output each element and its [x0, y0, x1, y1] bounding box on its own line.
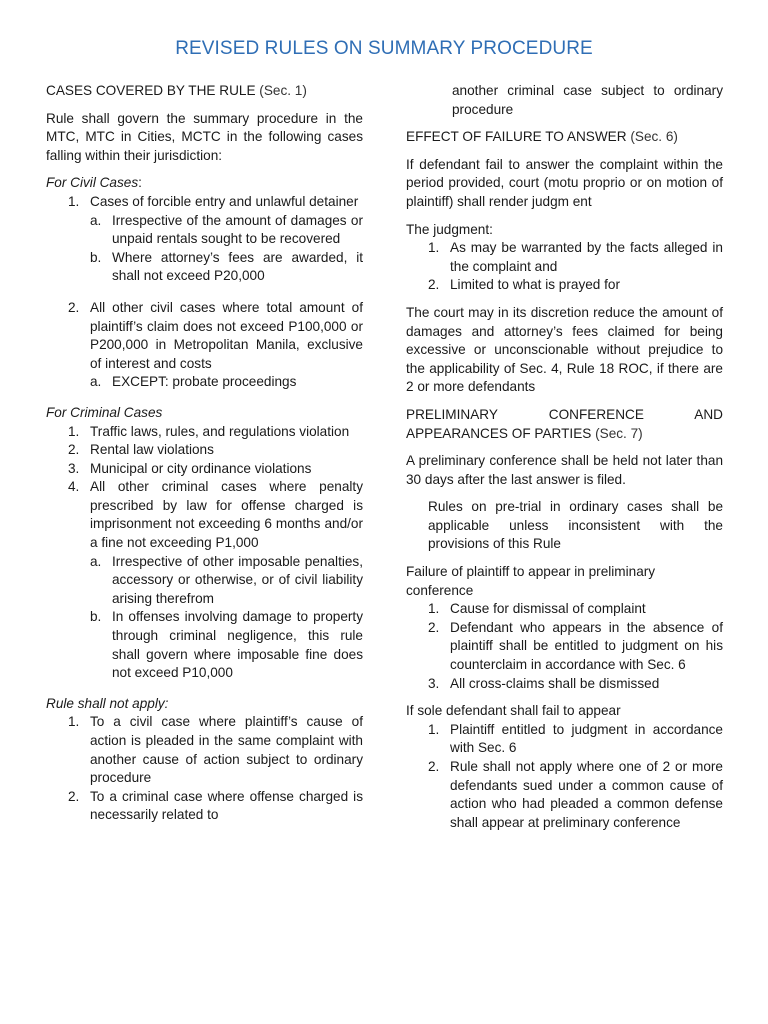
criminal-cases-heading: For Criminal Cases	[46, 404, 163, 420]
list-number: 3.	[68, 460, 80, 476]
list-number: 4.	[68, 479, 80, 495]
heading-label: CASES COVERED BY THE RULE	[46, 83, 256, 98]
list-item-text: Traffic laws, rules, and regulations violation	[90, 423, 350, 439]
sub-list-letter: a.	[90, 212, 102, 228]
sub-list-item	[90, 608, 363, 682]
list-item	[46, 478, 363, 683]
list-number: 2.	[68, 442, 80, 458]
page-title: REVISED RULES ON SUMMARY PROCEDURE	[175, 38, 593, 59]
list-item	[46, 788, 363, 825]
list-item-text: All other criminal cases where penalty prescribed by law for offense charged is imprisonment not exceeding 6 months and/or a fine not exceeding P1,000	[90, 479, 363, 551]
preliminary-conference-paragraph: A preliminary conference shall be held not later than 30 days after the last answer is filed.	[406, 453, 723, 487]
list-item-text: Cases of forcible entry and unlawful detainer	[90, 193, 359, 209]
reduce-damages-paragraph: The court may in its discretion reduce the amount of damages and attorney’s fees claimed for being excessive or unconscionable without prejudice to the applicability of Sec. 4, Rule 18 ROC, if there are 2 or more defendants	[406, 304, 723, 395]
sub-list	[90, 212, 363, 286]
list-item	[46, 460, 363, 479]
civil-cases-list	[46, 193, 363, 392]
section-heading-preliminary-conference: PRELIMINARY CONFERENCE AND APPEARANCES OF PARTIES (Sec. 7)	[406, 406, 723, 441]
sub-list	[90, 373, 363, 392]
failure-to-answer-paragraph: If defendant fail to answer the complaint within the period provided, court (motu proprio or on motion of plaintiff) shall render judgm ent	[406, 156, 723, 209]
failure-defendant-list	[406, 721, 723, 833]
list-item	[406, 675, 723, 694]
sub-list-letter: b.	[90, 609, 102, 625]
list-item-text: Defendant who appears in the absence of plaintiff shall be entitled to judgment on his counterclaim in accordance with Sec. 6	[450, 619, 723, 673]
list-item	[46, 299, 363, 392]
sub-list-item-text: Irrespective of the amount of damages or unpaid rentals sought to be recovered	[112, 212, 363, 247]
section-ref: (Sec. 1)	[259, 83, 307, 98]
judgment-list	[406, 239, 723, 295]
sub-list-item-text: EXCEPT: probate proceedings	[112, 374, 297, 390]
list-number: 2.	[428, 619, 440, 635]
list-item-text: Cause for dismissal of complaint	[450, 601, 646, 617]
list-number: 1.	[68, 423, 80, 439]
list-item	[46, 713, 363, 787]
list-item-text: To a criminal case where offense charged is necessarily related to	[90, 788, 363, 823]
pretrial-rules-paragraph: Rules on pre-trial in ordinary cases shall be applicable unless inconsistent with the provisions of this Rule	[428, 499, 723, 552]
list-item	[406, 758, 723, 832]
sub-list-letter: a.	[90, 553, 102, 569]
failure-defendant-intro: If sole defendant shall fail to appear	[406, 703, 621, 719]
continued-list-text: another criminal case subject to ordinary procedure	[452, 83, 723, 117]
criminal-cases-list	[46, 423, 363, 683]
sub-list-letter: b.	[90, 249, 102, 265]
rule-not-apply-list	[46, 713, 363, 825]
right-column	[406, 82, 723, 832]
list-item-text: Plaintiff entitled to judgment in accordance with Sec. 6	[450, 721, 723, 756]
list-number: 2.	[68, 299, 80, 315]
list-item	[46, 441, 363, 460]
list-item-text: Limited to what is prayed for	[450, 277, 621, 293]
list-item	[46, 193, 363, 286]
list-item	[406, 619, 723, 675]
sub-list-letter: a.	[90, 374, 102, 390]
list-item-text: To a civil case where plaintiff’s cause of action is pleaded in the same complaint with another cause of action subject to ordinary procedure	[90, 714, 363, 786]
list-item-text: Municipal or city ordinance violations	[90, 460, 312, 476]
list-item	[406, 600, 723, 619]
section-heading-cases-covered	[46, 82, 363, 101]
list-item	[406, 721, 723, 758]
intro-paragraph: Rule shall govern the summary procedure in the MTC, MTC in Cities, MCTC in the following cases falling within their jurisdiction:	[46, 110, 363, 163]
list-item-text: All other civil cases where total amount of plaintiff’s claim does not exceed P100,000 or P200,000 in Metropolitan Manila, exclusive of interest and costs	[90, 299, 363, 371]
sub-list-item-text: In offenses involving damage to property through criminal negligence, this rule shall govern where imposable fine does not exceed P10,000	[112, 609, 363, 681]
list-item-text: Rental law violations	[90, 442, 214, 458]
list-item	[46, 423, 363, 442]
list-number: 1.	[428, 601, 440, 617]
civil-cases-heading: For Civil Cases:	[46, 175, 142, 191]
sub-list-item	[90, 373, 363, 392]
judgment-intro: The judgment:	[406, 221, 493, 237]
list-item-text: As may be warranted by the facts alleged in the complaint and	[450, 240, 723, 274]
list-item	[406, 239, 723, 276]
list-number: 3.	[428, 675, 440, 691]
list-number: 2.	[68, 788, 80, 804]
list-item-text: All cross-claims shall be dismissed	[450, 675, 660, 691]
sub-list	[90, 553, 363, 683]
sub-list-item	[90, 249, 363, 286]
list-number: 1.	[428, 240, 440, 256]
failure-plaintiff-list	[406, 600, 723, 693]
list-item-text: Rule shall not apply where one of 2 or more defendants sued under a common cause of action who had pleaded a common defense shall appear at preliminary conference	[450, 759, 723, 830]
sub-list-item-text: Irrespective of other imposable penalties, accessory or otherwise, or of civil liability arising therefrom	[112, 553, 363, 606]
rule-not-apply-heading: Rule shall not apply:	[46, 695, 169, 711]
sub-list-item	[90, 553, 363, 609]
list-number: 1.	[428, 721, 440, 737]
list-number: 2.	[428, 277, 440, 293]
list-item	[406, 276, 723, 295]
left-column	[46, 82, 363, 825]
list-number: 2.	[428, 759, 440, 774]
sub-list-item-text: Where attorney’s fees are awarded, it shall not exceed P20,000	[112, 249, 363, 284]
list-number: 1.	[68, 193, 80, 209]
failure-plaintiff-intro: Failure of plaintiff to appear in preliminary conference	[406, 564, 656, 598]
section-heading-failure-to-answer: EFFECT OF FAILURE TO ANSWER (Sec. 6)	[406, 129, 678, 145]
sub-list-item	[90, 212, 363, 249]
list-number: 1.	[68, 714, 80, 730]
